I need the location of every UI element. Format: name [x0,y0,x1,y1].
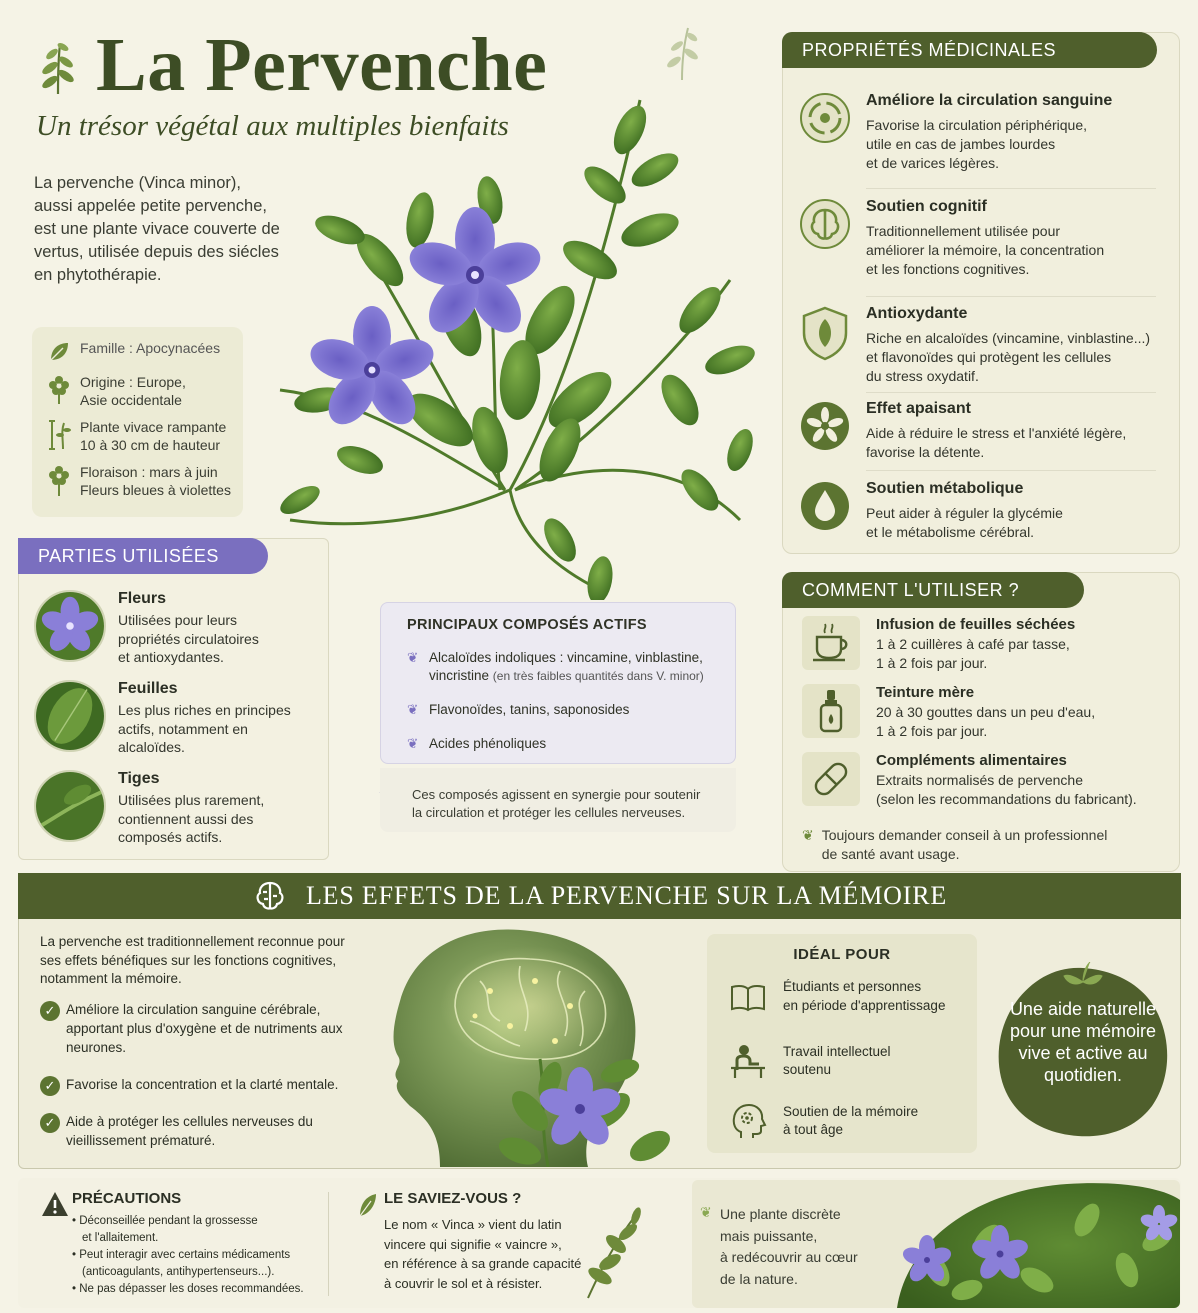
property-title: Effet apaisant [866,400,971,417]
property-line: Riche en alcaloïdes (vincamine, vinblastine...) [866,330,1151,346]
page-subtitle: Un trésor végétal aux multiples bienfaits [36,110,509,142]
divider [866,296,1156,297]
shield-icon [798,305,852,361]
stem-photo [34,770,106,842]
property-line: et le métabolisme cérébral. [866,524,1035,540]
property-title: Améliore la circulation sanguine [866,92,1113,109]
use-line: 1 à 2 cuillères à café par tasse, [876,636,1070,652]
compound-item [407,701,735,719]
part-stems [34,770,324,847]
check-icon: ✓ [40,1001,60,1021]
leaf-icon: ❦ [407,702,419,717]
brain-icon [798,198,852,250]
did-you-know-line: en référence à sa grande capacité [384,1256,582,1271]
ideal-line: Soutien de la mémoire [783,1103,919,1119]
fact-size [46,418,233,454]
use-line: 20 à 30 gouttes dans un peu d'eau, [876,704,1096,720]
note-line: de la nature. [720,1270,798,1287]
note-line: mais puissante, [720,1227,818,1244]
property-line: améliorer la mémoire, la concentration [866,242,1105,258]
precaution-item: • Ne pas dépasser les doses recommandées. [72,1281,304,1298]
head-brain-illustration [370,921,700,1167]
fact-origin [46,373,233,409]
fact-size-line1: Plante vivace rampante [80,419,227,435]
capsule-icon [809,757,853,801]
ideal-for-panel [707,934,977,1153]
property-metabolic [798,480,1168,542]
property-antioxidant [798,305,1168,386]
property-title: Soutien cognitif [866,198,987,215]
dropper-bottle-icon [816,688,846,734]
use-title: Infusion de feuilles séchées [876,616,1076,633]
desk-worker-icon [729,1042,767,1080]
memory-point-text: Améliore la circulation sanguine cérébrale, apportant plus d'oxygène et de nutriments aux neurones. [66,1002,343,1055]
fact-bloom [46,463,233,499]
use-tincture [802,684,1172,740]
property-title: Antioxydante [866,305,968,322]
property-title: Soutien métabolique [866,480,1024,497]
property-line: et flavonoïdes qui protègent les cellules [866,349,1112,365]
part-title: Feuilles [118,680,178,697]
check-icon: ✓ [40,1076,60,1096]
intro-text: La pervenche (Vinca minor), aussi appelée petite pervenche, est une plante vivace couverte de vertus, utilisée depuis des siécles en phytothérapie. [34,174,280,284]
part-line: Les plus riches en principes [118,702,291,718]
part-flowers [34,590,324,667]
memory-point [40,1075,360,1096]
divider [866,470,1156,471]
periwinkle-plant-illustration [260,20,780,600]
property-circulation [798,92,1168,173]
note-line: Une plante discrète [720,1206,841,1222]
did-you-know-line: Le nom « Vinca » vient du latin [384,1217,562,1232]
property-line: favorise la détente. [866,444,985,460]
closing-note-text [720,1204,858,1290]
ideal-item [729,1042,891,1080]
fact-size-line2: 10 à 30 cm de hauteur [80,437,221,453]
part-line: propriétés circulatoires [118,630,259,647]
precaution-item-cont: et l'allaitement. [82,1232,159,1244]
part-title: Fleurs [118,590,167,607]
memory-badge-text: Une aide naturelle pour une mémoire vive et active au quotidien. [1009,999,1157,1085]
compound-item [407,735,735,753]
synergy-line: Ces composés agissent en synergie pour soutenir [412,787,701,802]
book-icon [729,981,767,1013]
head-gears-icon [729,1102,767,1140]
leaf-icon: ❦ [407,736,419,751]
sprig-icon [662,24,702,82]
bloom-icon [46,464,72,496]
property-line: Peut aider à réguler la glycémie [866,505,1063,521]
brain-icon [252,880,288,912]
how-to-use-heading: COMMENT L'UTILISER ? [782,572,1084,608]
page-title: La Pervenche [96,23,548,107]
drop-icon [798,480,852,532]
property-line: Traditionnellement utilisée pour [866,223,1061,239]
divider [328,1192,329,1296]
leaf-icon [46,340,72,364]
leaf-icon: ❦ [700,1204,712,1220]
ideal-item [729,1102,918,1140]
leaf-photo [34,680,106,752]
synergy-line: la circulation et protéger les cellules nerveuses. [412,805,686,820]
compound-text: vincristine [429,668,490,683]
memory-point-text: Favorise la concentration et la clarté mentale. [66,1077,339,1092]
part-line: et antioxydantes. [118,649,224,665]
fact-family-text: Famille : Apocynacées [80,340,221,356]
property-cognitive [798,198,1168,279]
compound-text: Alcaloïdes indoliques : vincamine, vinblastine, [429,650,703,665]
part-line: composés actifs. [118,829,223,845]
did-you-know-line: à couvrir le sol et à résister. [384,1275,543,1291]
leaf-icon: ❦ [802,827,814,843]
fact-origin-line2: Asie occidentale [80,392,182,408]
sprig-illustration [578,1206,648,1302]
did-you-know-heading: LE SAVIEZ-VOUS ? [384,1190,522,1207]
calm-flower-icon [798,400,852,452]
precautions-block [40,1190,304,1298]
use-title: Teinture mère [876,684,975,701]
part-line: actifs, notamment en [118,720,248,737]
advice-line: de santé avant usage. [821,846,960,862]
use-supplements [802,752,1172,808]
did-you-know-line: vincere qui signifie « vaincre », [384,1236,562,1252]
periwinkle-groundcover-illustration [867,1180,1180,1308]
precaution-item: • Déconseillée pendant la grossesse [72,1213,304,1230]
cup-icon [809,623,853,663]
part-line: alcaloïdes. [118,739,185,755]
compound-text: Acides phénoliques [429,736,547,751]
part-line: Utilisées plus rarement, [118,792,265,808]
ideal-line: Étudiants et personnes [783,979,922,994]
check-icon: ✓ [40,1113,60,1133]
fact-bloom-line1: Floraison : mars à juin [80,464,218,480]
ideal-line: à tout âge [783,1122,844,1137]
compounds-heading: PRINCIPAUX COMPOSÉS ACTIFS [407,617,647,633]
properties-heading: PROPRIÉTÉS MÉDICINALES [782,32,1157,68]
property-line: du stress oxydatif. [866,368,979,384]
use-line: 1 à 2 fois par jour. [876,722,988,739]
precaution-item: • Peut interagir avec certains médicaments [72,1247,304,1264]
precaution-item-cont: (anticoagulants, antihypertenseurs...). [82,1266,275,1278]
ideal-item [729,978,945,1015]
memory-point [40,1112,360,1150]
did-you-know-block [356,1190,606,1293]
part-line: contiennent aussi des [118,810,254,827]
fact-origin-line1: Origine : Europe, [80,374,186,390]
leaf-icon: ❦ [407,650,419,665]
laurel-icon [36,38,80,96]
property-line: utile en cas de jambes lourdes [866,136,1056,152]
property-line: et de varices légères. [866,155,1000,171]
compound-note: (en très faibles quantités dans V. minor) [492,669,704,683]
usage-advice [802,826,1107,864]
ideal-heading: IDÉAL POUR [793,946,891,963]
compound-item [407,649,735,685]
use-title: Compléments alimentaires [876,752,1067,769]
use-line: Extraits normalisés de pervenche [876,772,1083,788]
ideal-line: en période d'apprentissage [783,997,946,1013]
compound-text: Flavonoïdes, tanins, saponosides [429,702,630,717]
use-line: 1 à 2 fois par jour. [876,654,988,671]
flower-icon [46,374,72,404]
divider [866,392,1156,393]
ideal-line: Travail intellectuel [783,1043,891,1059]
memory-intro: La pervenche est traditionnellement reconnue pour ses effets bénéfiques sur les fonctions cognitives, notamment la mémoire. [40,934,345,986]
fact-bloom-line2: Fleurs bleues à violettes [80,482,231,498]
part-line: Utilisées pour leurs [118,612,238,628]
memory-point [40,1000,360,1057]
active-compounds-panel [380,602,736,764]
property-calming [798,400,1168,462]
property-line: Favorise la circulation périphérique, [866,117,1087,133]
memory-heading-text: LES EFFETS DE LA PERVENCHE SUR LA MÉMOIRE [305,881,948,910]
advice-line: Toujours demander conseil à un professionnel [821,827,1108,843]
use-infusion [802,616,1172,672]
memory-heading [18,873,1181,919]
property-line: Aide à réduire le stress et l'anxiété légère, [866,425,1127,441]
ideal-line: soutenu [783,1062,832,1077]
use-line: (selon les recommandations du fabricant). [876,790,1137,807]
memory-point-text: Aide à protéger les cellules nerveuses du vieillissement prématuré. [66,1114,313,1148]
property-line: et les fonctions cognitives. [866,261,1030,277]
fact-family [46,339,233,364]
divider [866,188,1156,189]
height-icon [46,419,72,451]
part-leaves [34,680,324,757]
flower-photo [34,590,106,662]
circulation-icon [798,92,852,144]
note-line: à redécouvrir au cœur [720,1249,858,1265]
used-parts-heading: PARTIES UTILISÉES [18,538,268,574]
part-title: Tiges [118,770,160,787]
precautions-heading: PRÉCAUTIONS [72,1190,182,1207]
plant-facts-panel [32,327,243,517]
synergy-note [380,768,736,832]
